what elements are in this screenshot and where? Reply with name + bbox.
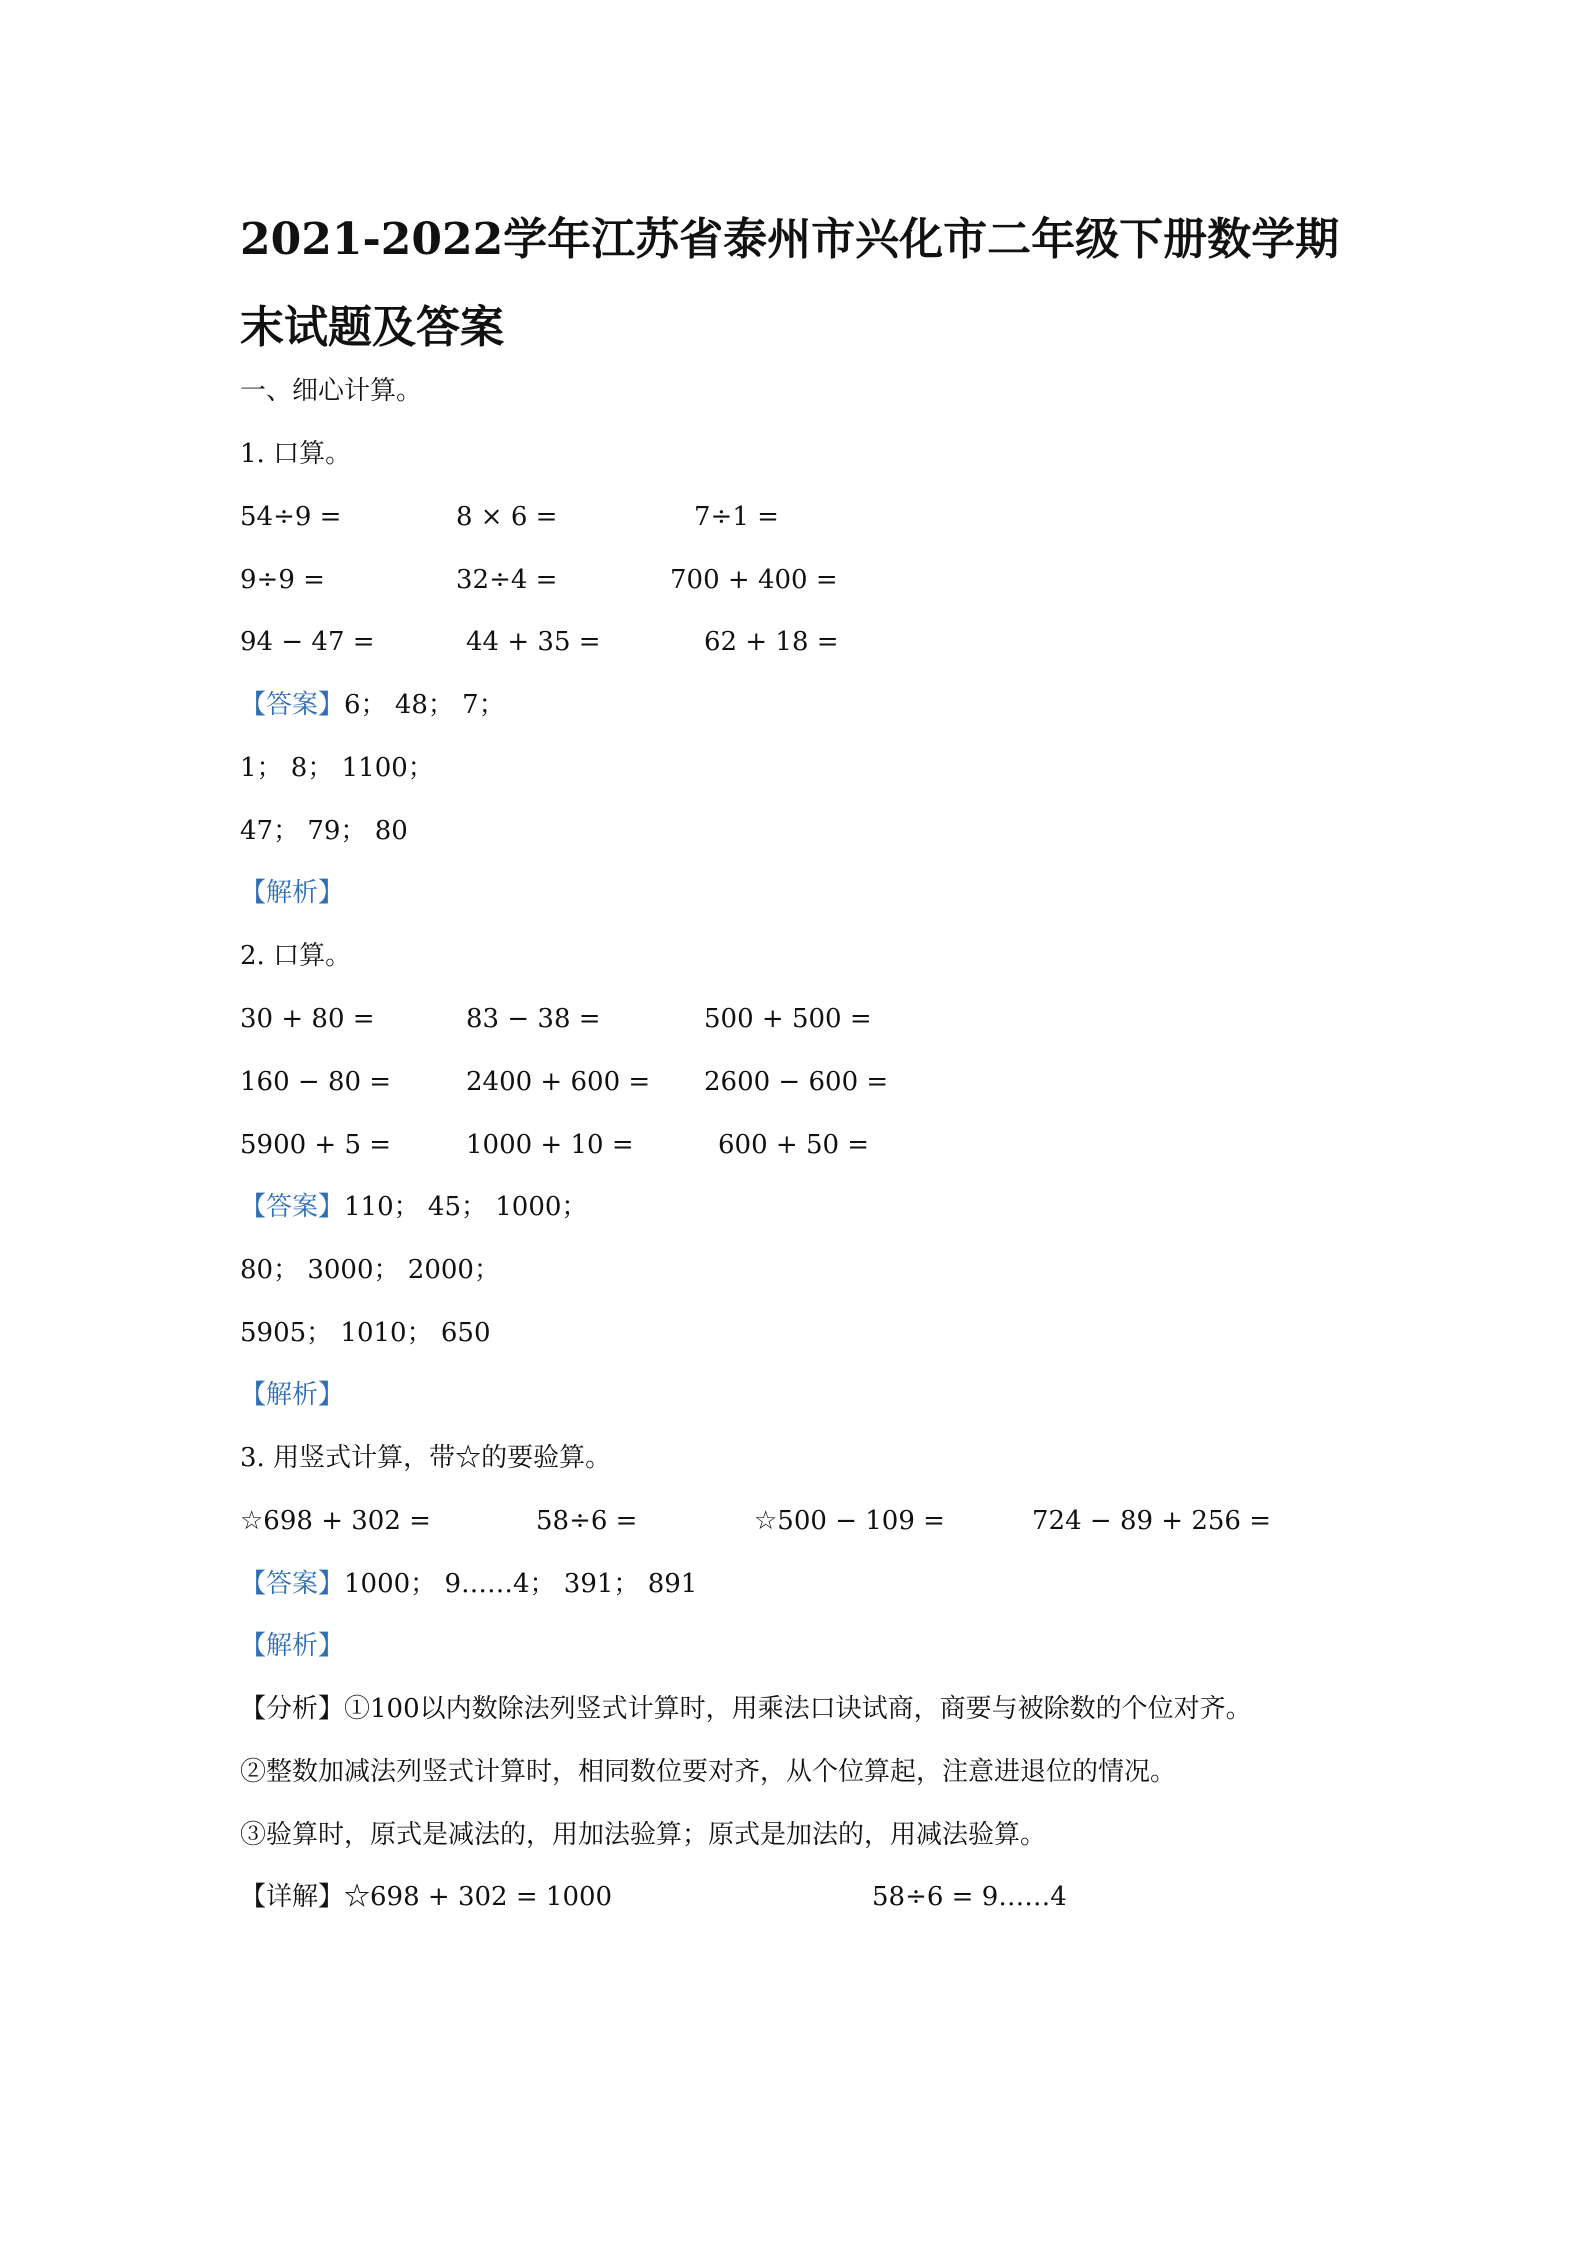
q3-expression: 58÷6 = <box>536 1506 638 1536</box>
analysis-text: ②整数加减法列竖式计算时，相同数位要对齐，从个位算起，注意进退位的情况。 <box>240 1757 1177 1787</box>
section-heading: 一、细心计算。 <box>240 376 423 406</box>
q2-expression: 2600 − 600 = <box>704 1067 889 1097</box>
q1-expression: 62 + 18 = <box>704 627 839 657</box>
question-3-label: 3. 用竖式计算，带☆的要验算。 <box>240 1443 612 1473</box>
q2-expression: 600 + 50 = <box>718 1130 870 1160</box>
analysis-tag: 【解析】 <box>240 1631 345 1661</box>
q2-answer-line: 5905； 1010； 650 <box>240 1318 491 1348</box>
q2-expression: 1000 + 10 = <box>466 1130 634 1160</box>
answer-text: 1000； 9……4； 391； 891 <box>344 1569 698 1599</box>
q2-expression: 5900 + 5 = <box>240 1130 392 1160</box>
question-1-label: 1. 口算。 <box>240 439 352 469</box>
detail-text: ☆698 + 302 = 1000 <box>344 1882 613 1912</box>
detail-text: 58÷6 = 9……4 <box>872 1882 1067 1912</box>
q2-expression: 83 − 38 = <box>466 1004 601 1034</box>
q3-expression: ☆500 − 109 = <box>754 1506 945 1536</box>
q1-expression: 54÷9 = <box>240 502 342 532</box>
q2-expression: 500 + 500 = <box>704 1004 872 1034</box>
answer-text: 110； 45； 1000； <box>344 1192 588 1222</box>
q2-expression: 30 + 80 = <box>240 1004 375 1034</box>
detail-line <box>240 1877 612 1917</box>
question-2-label: 2. 口算。 <box>240 941 352 971</box>
analysis-text: ③验算时，原式是减法的，用加法验算；原式是加法的，用减法验算。 <box>240 1820 1047 1850</box>
q1-expression: 9÷9 = <box>240 565 325 595</box>
q1-expression: 32÷4 = <box>456 565 558 595</box>
answer-tag: 【答案】 <box>240 1192 345 1222</box>
answer-tag: 【答案】 <box>240 1569 345 1599</box>
detail-tag: 【详解】 <box>240 1882 345 1912</box>
answer-tag: 【答案】 <box>240 690 345 720</box>
analysis-tag: 【解析】 <box>240 878 345 908</box>
q2-expression: 2400 + 600 = <box>466 1067 651 1097</box>
q2-expression: 160 − 80 = <box>240 1067 392 1097</box>
q1-answer-line: 1； 8； 1100； <box>240 753 434 783</box>
q3-answer <box>240 1564 697 1604</box>
q1-expression: 7÷1 = <box>694 502 779 532</box>
q1-answer <box>240 685 505 725</box>
q1-expression: 94 − 47 = <box>240 627 375 657</box>
document-title: 2021-2022学年江苏省泰州市兴化市二年级下册数学期末试题及答案 <box>240 214 1340 353</box>
q1-expression: 8 × 6 = <box>456 502 558 532</box>
q1-answer-line: 47； 79； 80 <box>240 816 408 846</box>
analysis-tag: 【解析】 <box>240 1380 345 1410</box>
q1-expression: 700 + 400 = <box>670 565 838 595</box>
answer-text: 6； 48； 7； <box>344 690 505 720</box>
analysis-text: 【分析】①100以内数除法列竖式计算时，用乘法口诀试商，商要与被除数的个位对齐。 <box>240 1694 1252 1724</box>
q1-expression: 44 + 35 = <box>466 627 601 657</box>
q3-expression: ☆698 + 302 = <box>240 1506 431 1536</box>
q2-answer-line: 80； 3000； 2000； <box>240 1255 500 1285</box>
q2-answer <box>240 1187 587 1227</box>
q3-expression: 724 − 89 + 256 = <box>1032 1506 1272 1536</box>
